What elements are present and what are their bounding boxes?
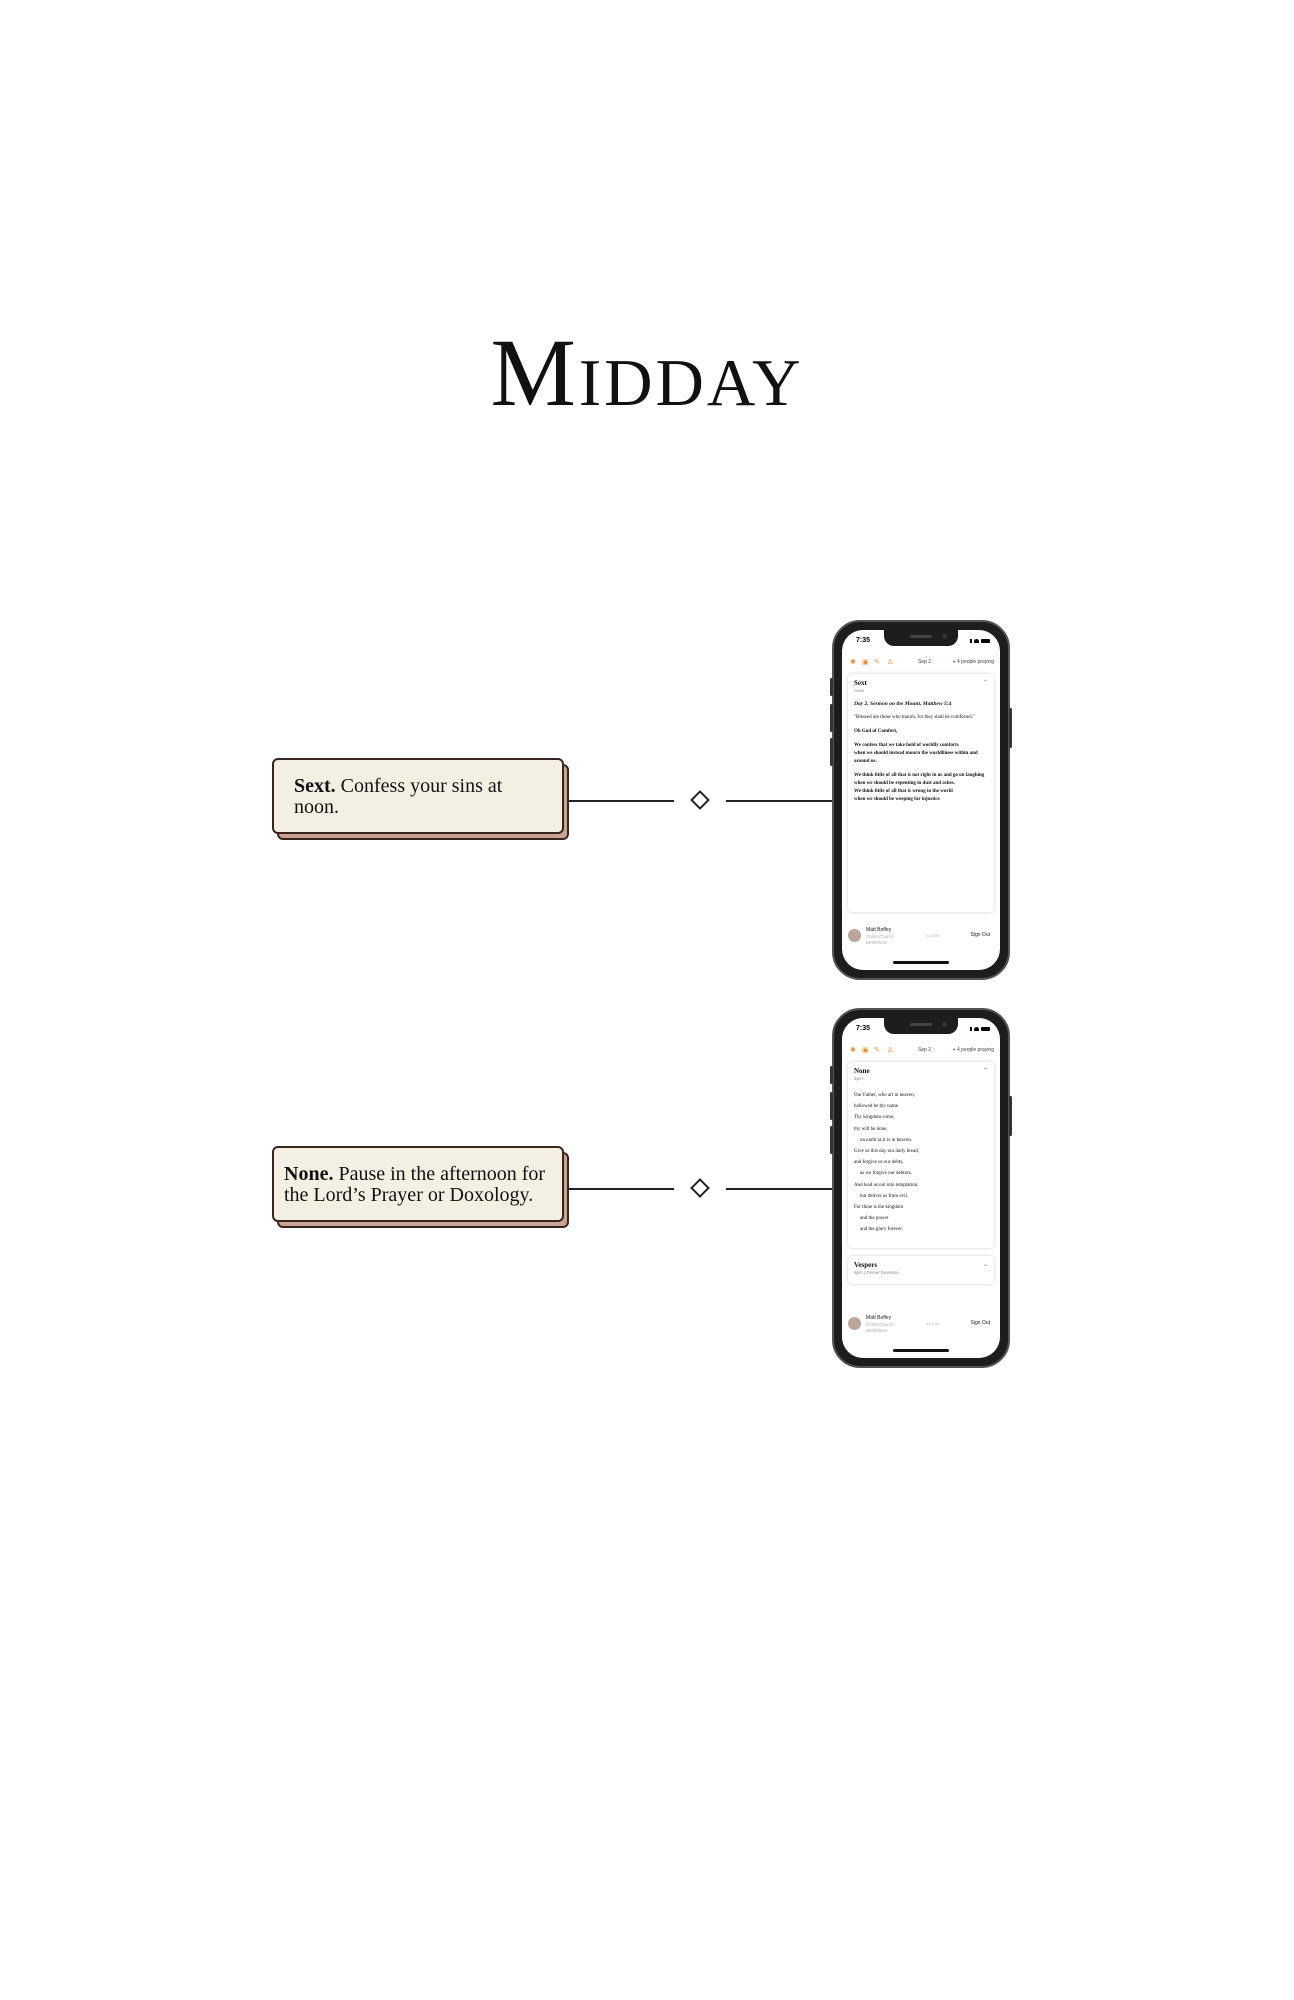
prayer-line: Thy kingdom come, — [854, 1115, 895, 1121]
person-icon[interactable]: ♙ — [887, 659, 894, 666]
prayer-line: We think little of all that is not right in us and go on laughing when we should be repenting in dust and ashes. — [854, 773, 985, 786]
user-name: Matt Boffey — [866, 1315, 892, 1321]
sign-out-button[interactable]: Sign Out — [970, 932, 990, 938]
connector-line — [726, 800, 836, 802]
prayer-line: We confess that we take hold of worldly comforts — [854, 743, 959, 748]
version-label: v1.4.00 — [926, 1321, 940, 1326]
prayer-line: when we should be weeping for injustice — [854, 797, 940, 802]
date-label: Sep 2 — [918, 1047, 932, 1053]
prayer-line: as we forgive our debtors. — [860, 1171, 912, 1177]
prayer-line: and the power — [860, 1216, 889, 1222]
prayer-line: and forgive us our debts, — [854, 1160, 904, 1166]
prayer-line: We think little of all that is wrong in the world — [854, 789, 953, 794]
reading-title: Day 2, Sermon on the Mount, Matthew 5:4 — [854, 701, 952, 707]
version-label: v1.4.00 — [926, 933, 940, 938]
sun-icon[interactable]: ✺ — [850, 659, 856, 666]
panel-title: None — [854, 1067, 870, 1075]
page-title: Midday — [490, 319, 804, 426]
panel-subtitle: 6pm | Dinner Devotion — [854, 1270, 899, 1275]
next-office-panel[interactable] — [848, 1256, 994, 1284]
user-church: Christ Church Bethlehem — [866, 934, 894, 945]
panel-body — [854, 1090, 988, 1236]
status-bar — [856, 637, 990, 649]
user-footer — [848, 926, 994, 948]
panel-title: Sext — [854, 679, 867, 687]
sign-out-button[interactable]: Sign Out — [970, 1320, 990, 1326]
home-indicator[interactable] — [893, 961, 949, 964]
card-bold: None. — [284, 1163, 334, 1185]
prayer-line: And lead us not into temptation, — [854, 1182, 919, 1188]
office-panel[interactable] — [848, 674, 994, 912]
diamond-icon — [690, 790, 710, 810]
book-icon[interactable]: ▣ — [862, 1047, 869, 1054]
prayer-line: Our Father, who art in heaven, — [854, 1093, 916, 1098]
diamond-icon — [690, 1178, 710, 1198]
card-bold: Sext. — [294, 775, 336, 797]
card-text: Confess your sins at noon. — [294, 775, 503, 818]
prayer-line: on earth as it is in heaven. — [860, 1137, 913, 1143]
person-icon[interactable]: ♙ — [887, 1047, 894, 1054]
prayer-line: hallowed be thy name. — [854, 1104, 900, 1110]
phone-screen — [842, 630, 1000, 970]
praying-count: ● 4 people praying — [952, 659, 994, 665]
pencil-icon[interactable]: ✎ — [874, 659, 880, 666]
chevron-up-icon[interactable]: ⌃ — [982, 680, 988, 686]
sext-card — [272, 758, 564, 834]
prayer-line: Oh God of Comfort, — [854, 729, 898, 734]
user-footer — [848, 1314, 994, 1336]
pencil-icon[interactable]: ✎ — [874, 1047, 880, 1054]
user-name: Matt Boffey — [866, 927, 892, 933]
praying-count: ● 4 people praying — [952, 1047, 994, 1053]
chevron-down-icon[interactable]: ⌄ — [982, 1262, 988, 1268]
user-church: Christ Church Bethlehem — [866, 1322, 894, 1333]
status-time: 7:35 — [856, 637, 871, 644]
reading-text: "Blessed are those who mourn, for they shall be comforted." — [854, 715, 975, 720]
prayer-line: Give us this day our daily bread, — [854, 1149, 920, 1155]
toolbar — [850, 1046, 994, 1056]
status-time: 7:35 — [856, 1025, 871, 1032]
book-icon[interactable]: ▣ — [862, 659, 869, 666]
panel-subtitle: 3pm — [854, 1076, 863, 1081]
prayer-line: and the glory forever. — [860, 1227, 904, 1233]
phone-screen — [842, 1018, 1000, 1358]
chevron-up-icon[interactable]: ⌃ — [982, 1068, 988, 1074]
none-card — [272, 1146, 564, 1222]
toolbar — [850, 658, 994, 668]
panel-body — [854, 700, 988, 804]
status-bar — [856, 1025, 990, 1037]
connector-line — [726, 1188, 836, 1190]
home-indicator[interactable] — [893, 1349, 949, 1352]
panel-title: Vespers — [854, 1261, 878, 1269]
avatar — [848, 929, 861, 942]
date-label: Sep 2 — [918, 659, 932, 665]
sun-icon[interactable]: ✺ — [850, 1047, 856, 1054]
connector-line — [568, 800, 674, 802]
phone-sext — [832, 620, 1010, 980]
office-panel[interactable] — [848, 1062, 994, 1248]
connector-line — [568, 1188, 674, 1190]
card-text: Pause in the afternoon for the Lord’s Prayer or Doxology. — [284, 1163, 546, 1206]
prayer-line: but deliver us from evil. — [860, 1193, 909, 1199]
phone-none — [832, 1008, 1010, 1368]
panel-subtitle: noon — [854, 688, 865, 693]
prayer-line: when we should instead mourn the worldliness within and around us. — [854, 751, 978, 764]
prayer-line: thy will be done, — [854, 1126, 888, 1132]
prayer-line: For thine is the kingdom — [854, 1205, 904, 1211]
avatar — [848, 1317, 861, 1330]
